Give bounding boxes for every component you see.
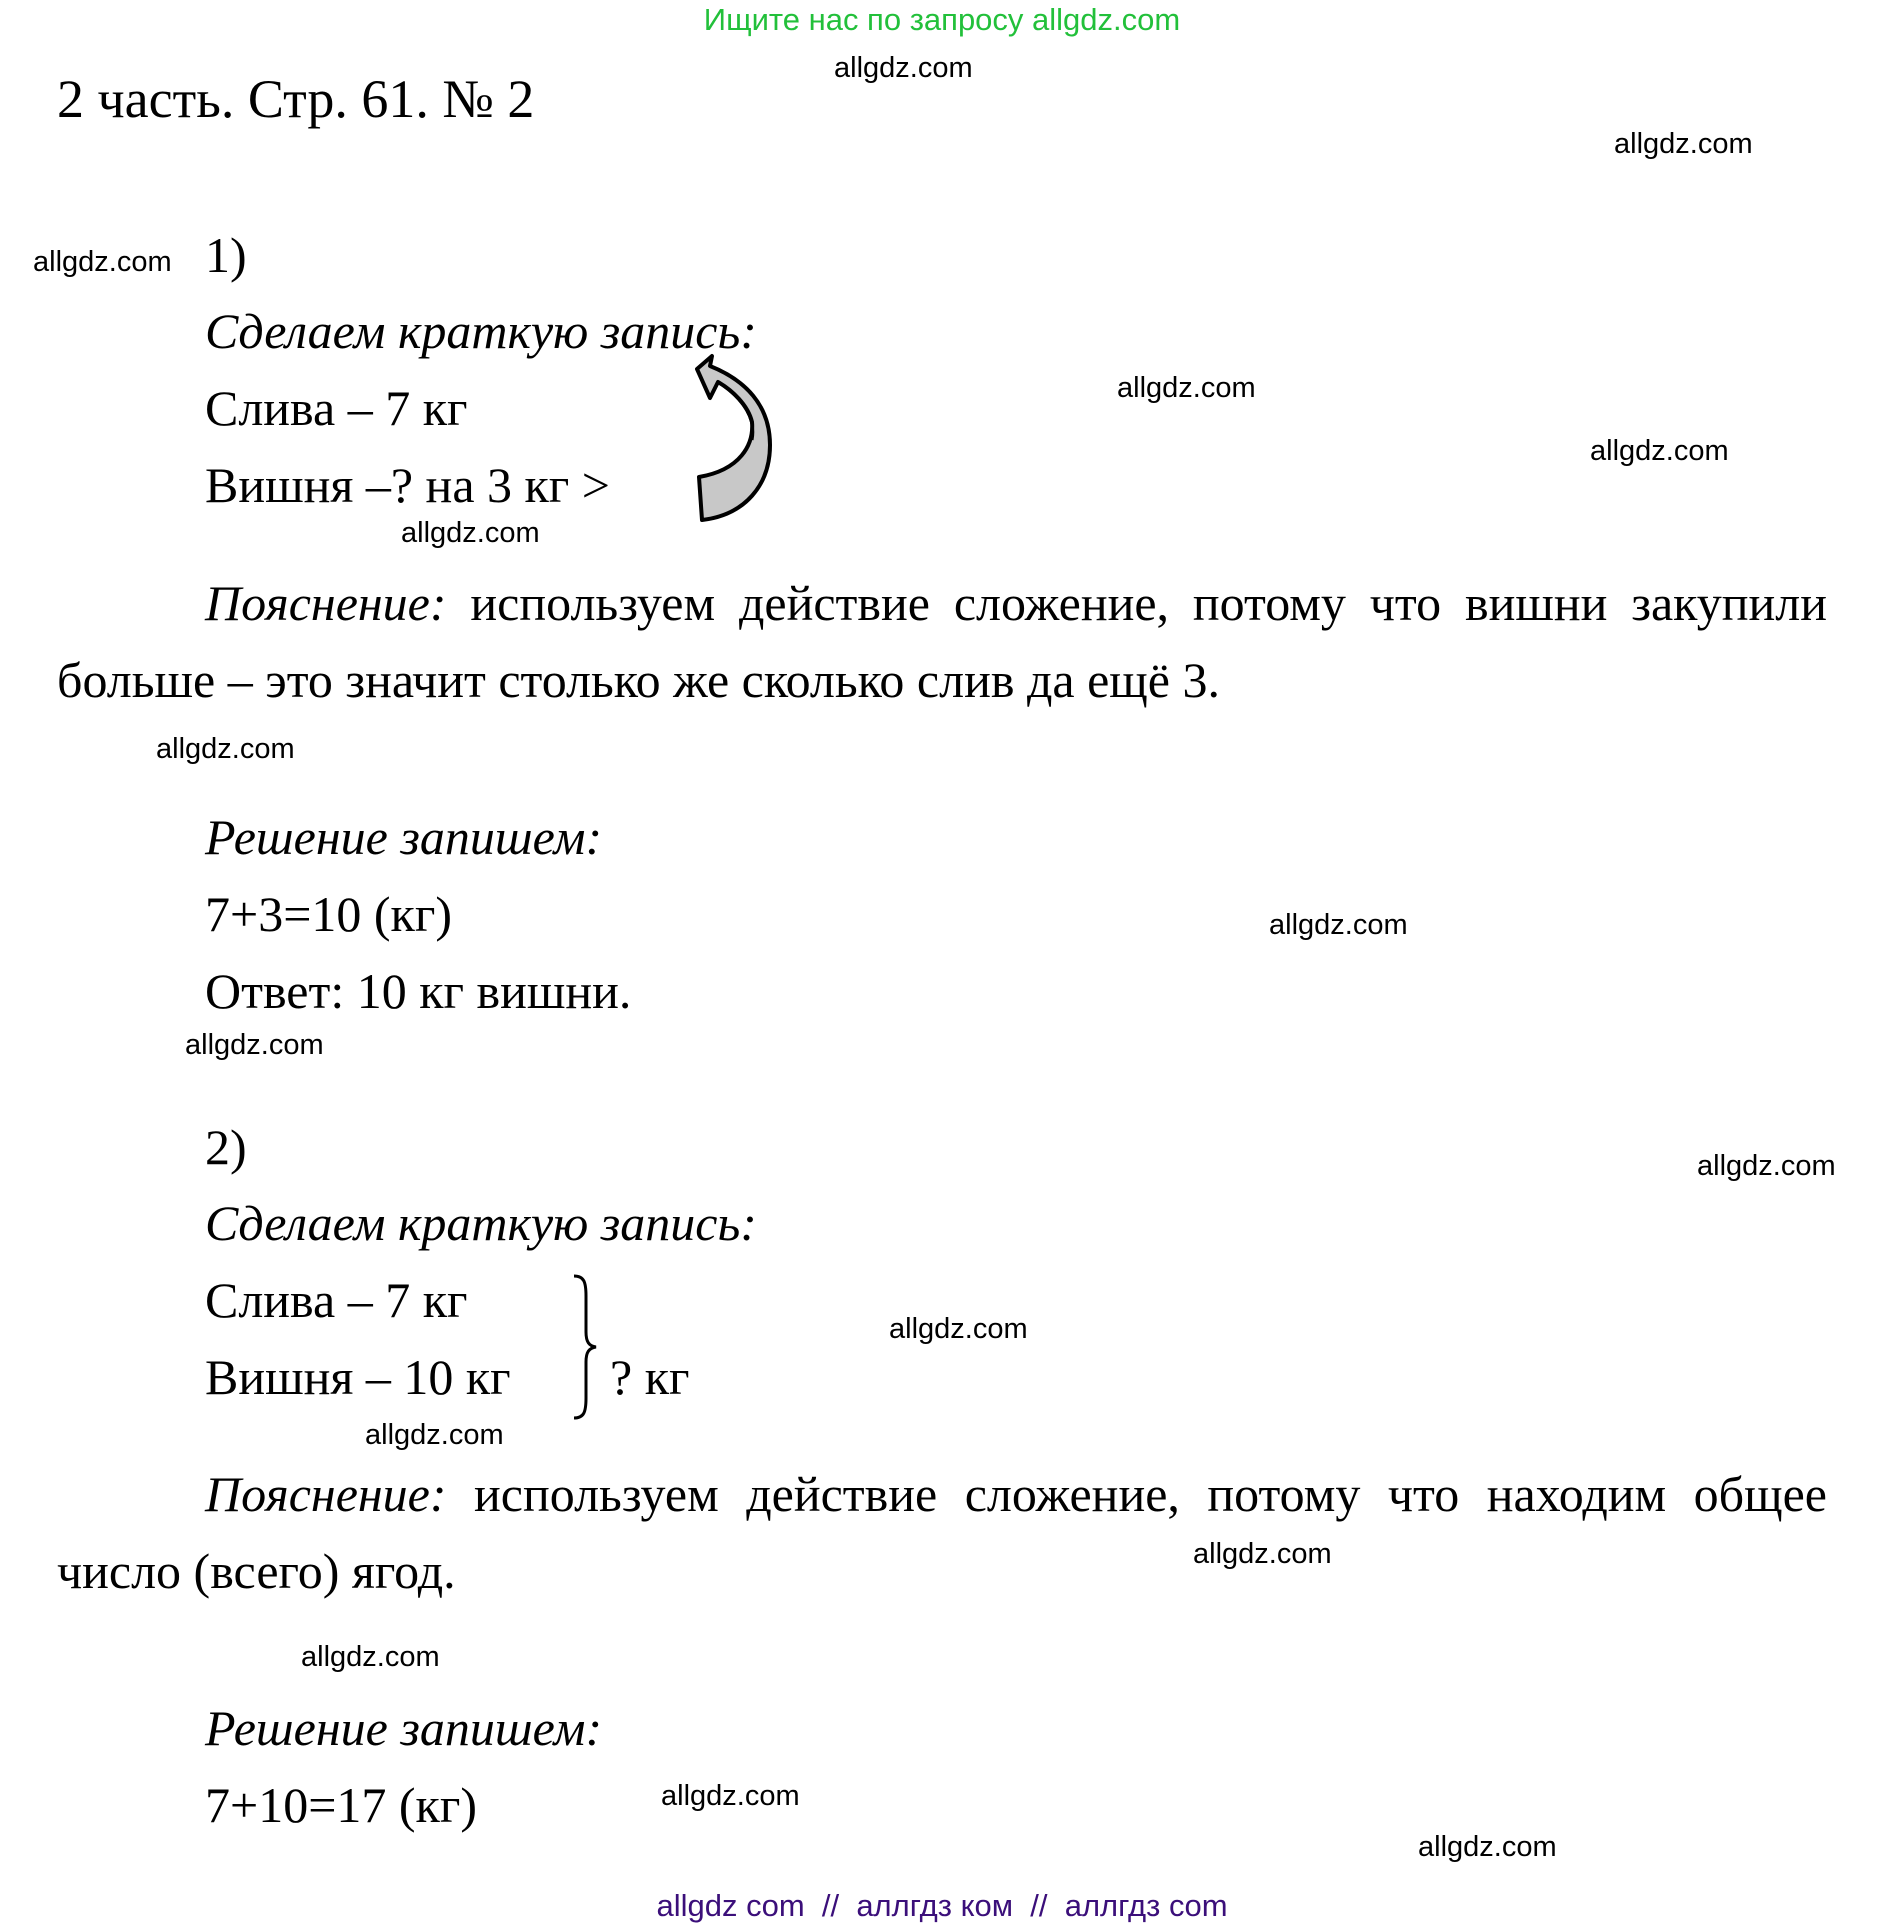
watermark: allgdz.com	[401, 517, 540, 549]
watermark: allgdz.com	[185, 1029, 324, 1061]
curly-brace-icon	[570, 1272, 600, 1422]
watermark: allgdz.com	[156, 733, 295, 765]
footer-links[interactable]: allgdz com // аллгдз ком // аллгдз com	[656, 1888, 1228, 1923]
search-banner: Ищите нас по запросу allgdz.com	[703, 2, 1181, 37]
watermark: allgdz.com	[1614, 128, 1753, 160]
part2-number: 2)	[205, 1119, 247, 1175]
part1-explanation-text: используем действие сложение, потому что вишни закупили больше – это значит столько же сколько слив да ещё 3.	[57, 575, 1827, 708]
watermark: allgdz.com	[301, 1641, 440, 1673]
curved-arrow-icon	[690, 350, 790, 525]
page-title: 2 часть. Стр. 61. № 2	[57, 69, 535, 129]
watermark: allgdz.com	[834, 52, 973, 84]
part1-short-note-label: Сделаем краткую запись:	[205, 303, 757, 359]
part2-line2: Вишня – 10 кг	[205, 1349, 511, 1405]
part1-line1: Слива – 7 кг	[205, 380, 468, 436]
part1-answer: Ответ: 10 кг вишни.	[205, 963, 632, 1019]
part1-solution: 7+3=10 (кг)	[205, 886, 452, 942]
watermark: allgdz.com	[1193, 1538, 1332, 1570]
watermark: allgdz.com	[889, 1313, 1028, 1345]
part1-line2: Вишня –? на 3 кг >	[205, 457, 611, 513]
part1-explanation-label: Пояснение:	[205, 575, 447, 631]
watermark: allgdz.com	[365, 1419, 504, 1451]
part2-line1: Слива – 7 кг	[205, 1272, 468, 1328]
watermark: allgdz.com	[1117, 372, 1256, 404]
part2-solution-label: Решение запишем:	[205, 1700, 603, 1756]
part2-short-note-label: Сделаем краткую запись:	[205, 1195, 757, 1251]
watermark: allgdz.com	[1697, 1150, 1836, 1182]
watermark: allgdz.com	[1418, 1831, 1557, 1863]
part2-explanation-text: используем действие сложение, потому что находим общее число (всего) ягод.	[57, 1466, 1827, 1599]
part2-solution: 7+10=17 (кг)	[205, 1777, 477, 1833]
part1-explanation	[57, 565, 1827, 719]
part2-brace-result: ? кг	[610, 1349, 690, 1405]
watermark: allgdz.com	[33, 246, 172, 278]
watermark: allgdz.com	[661, 1780, 800, 1812]
part1-number: 1)	[205, 227, 247, 283]
part2-explanation	[57, 1456, 1827, 1610]
part2-explanation-label: Пояснение:	[205, 1466, 447, 1522]
watermark: allgdz.com	[1590, 435, 1729, 467]
watermark: allgdz.com	[1269, 909, 1408, 941]
part1-solution-label: Решение запишем:	[205, 809, 603, 865]
